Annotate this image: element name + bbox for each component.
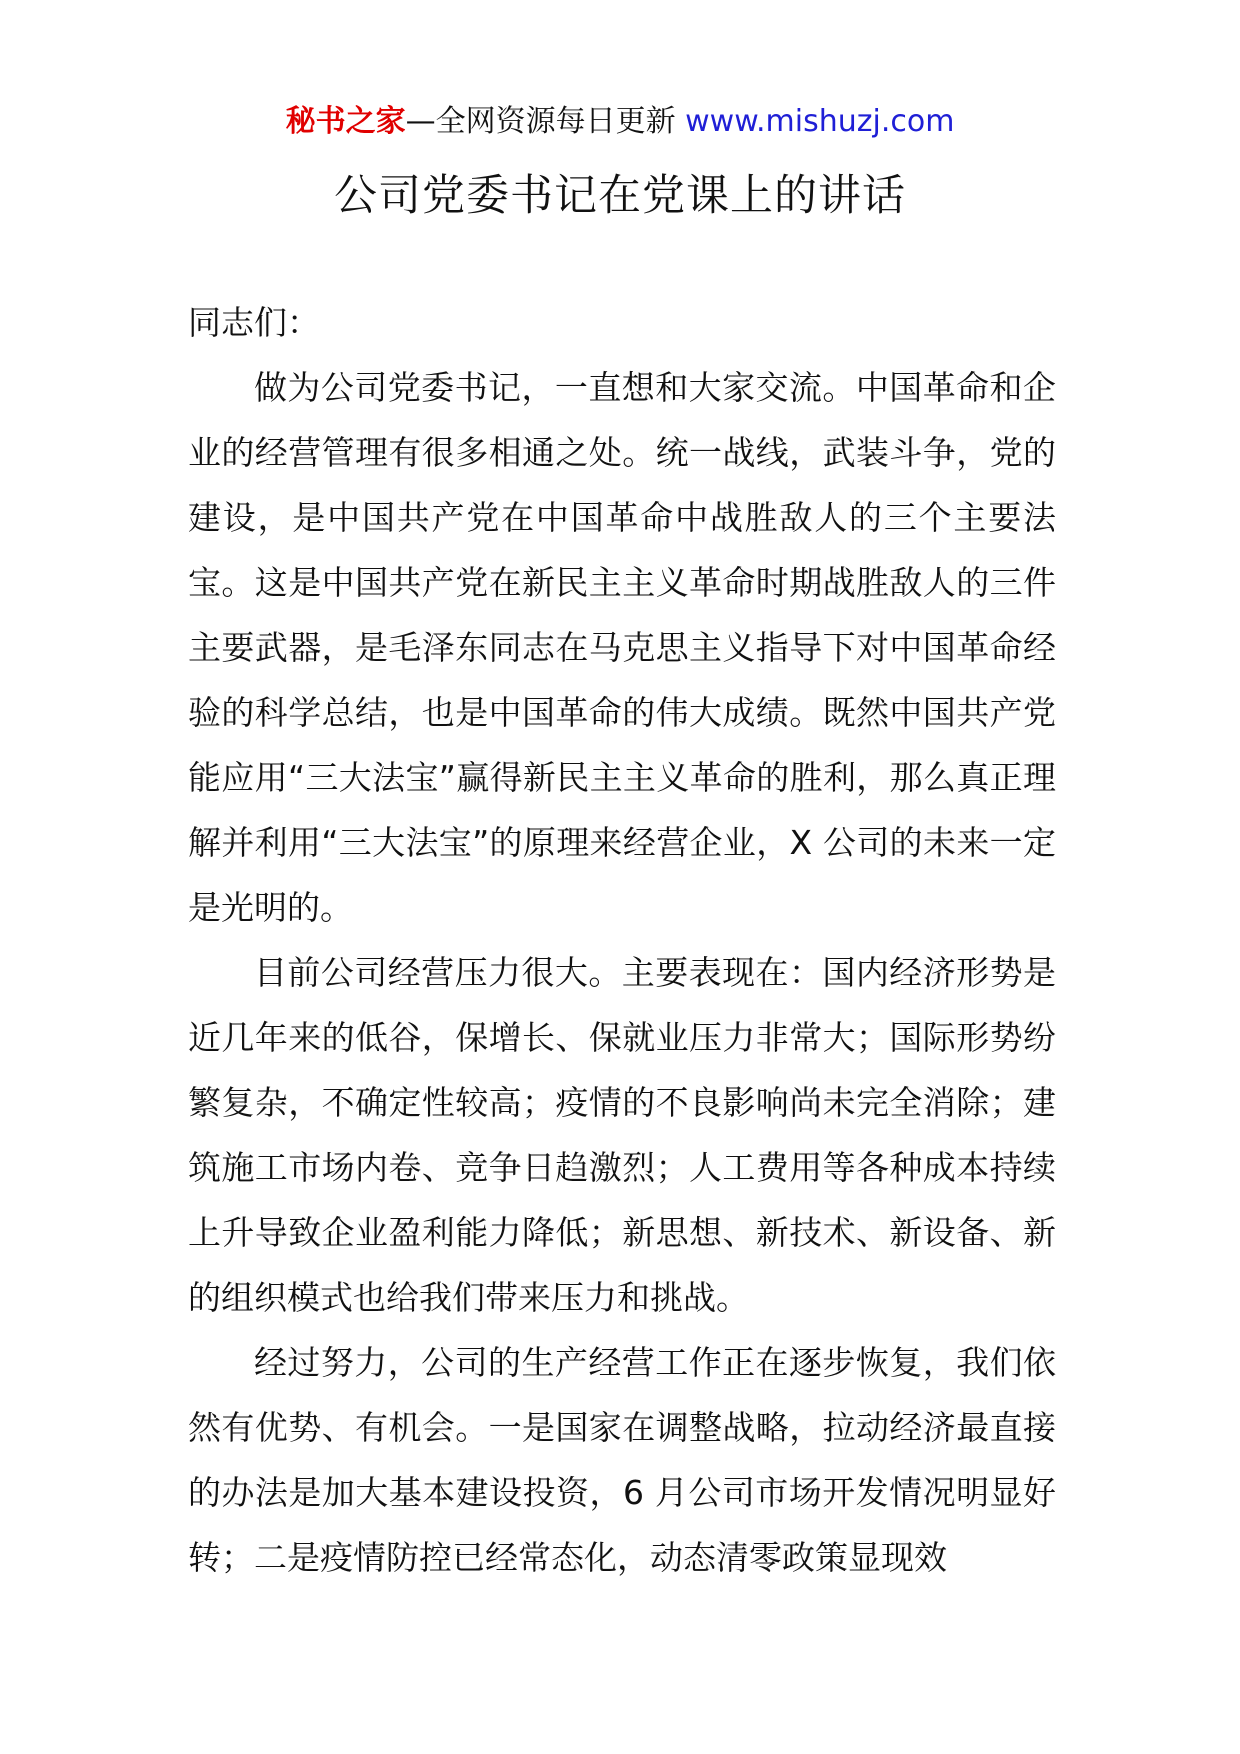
document-title: 公司党委书记在党课上的讲话 (334, 171, 906, 221)
site-brand: 秘书之家 (285, 104, 406, 139)
document-body (188, 290, 1056, 1590)
paragraph-2: 目前公司经营压力很大。主要表现在：国内经济形势是近几年来的低谷，保增长、保就业压力非常大；国际形势纷繁复杂，不确定性较高；疫情的不良影响尚未完全消除；建筑施工市场内卷、竞争日趋激烈；人工费用等各种成本持续上升导致企业盈利能力降低；新思想、新技术、新设备、新的组织模式也给我们带来压力和挑战。 (188, 953, 1056, 1317)
site-header (0, 100, 1240, 144)
paragraph-1: 做为公司党委书记，一直想和大家交流。中国革命和企业的经营管理有很多相通之处。统一战线，武装斗争，党的建设，是中国共产党在中国革命中战胜敌人的三个主要法宝。这是中国共产党在新民主主义革命时期战胜敌人的三件主要武器，是毛泽东同志在马克思主义指导下对中国革命经验的科学总结，也是中国革命的伟大成绩。既然中国共产党能应用“三大法宝”赢得新民主主义革命的胜利，那么真正理解并利用“三大法宝”的原理来经营企业，X 公司的未来一定是光明的。 (188, 368, 1056, 927)
salutation: 同志们： (188, 303, 320, 342)
site-url-link[interactable]: www.mishuzj.com (685, 104, 955, 139)
paragraph-3: 经过努力，公司的生产经营工作正在逐步恢复，我们依然有优势、有机会。一是国家在调整战略，拉动经济最直接的办法是加大基本建设投资，6 月公司市场开发情况明显好转；二是疫情防控已经常态化，动态清零政策显现效 (188, 1343, 1056, 1577)
site-tagline: —全网资源每日更新 (405, 104, 686, 139)
